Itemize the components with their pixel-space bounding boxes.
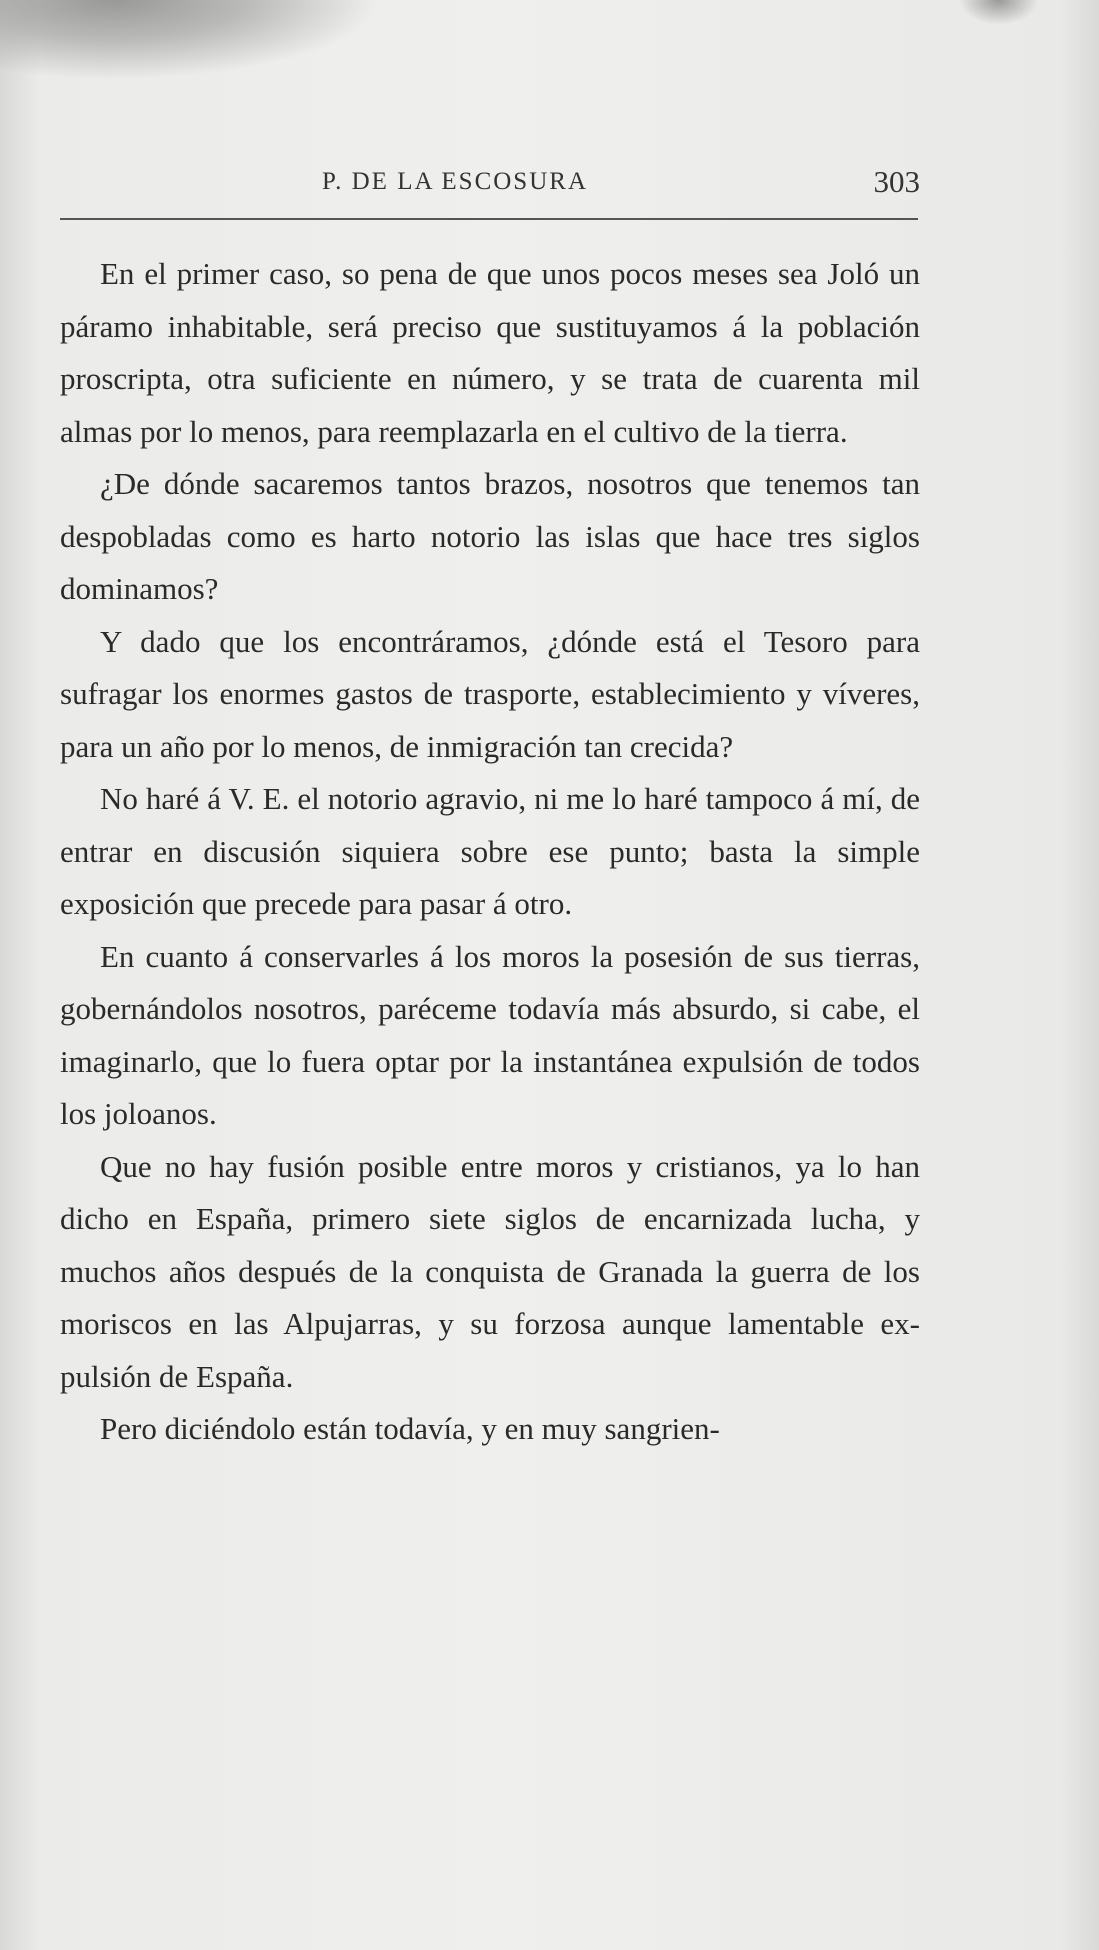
paragraph: Pero diciéndolo están todavía, y en muy sangrien- — [100, 1411, 720, 1446]
paragraph: En cuanto á conservarles á los moros la posesión de sus tierras, gobernándolos nosotros, paréceme todavía más absurdo, si cabe, el imaginarlo, que lo fuera optar por la instantánea expulsión de todos los joloanos. — [60, 938, 920, 1131]
page-number: 303 — [873, 164, 920, 199]
paragraph: En el primer caso, so pena de que unos pocos meses sea Joló un páramo inhabitable, será preciso que sustituyamos á la población proscripta, otra suficiente en número, y se trata de cuarenta mil almas por lo menos, para reemplazarla en el cultivo de la tierra. — [60, 256, 920, 449]
page-stain — [0, 0, 380, 80]
paragraph: No haré á V. E. el notorio agravio, ni me lo haré tampoco á mí, de entrar en discusión siquiera sobre ese punto; basta la simple exposición que precede para pasar á otro. — [60, 781, 920, 921]
paragraph: ¿De dónde sacaremos tantos brazos, nosotros que tenemos tan despobladas como es harto notorio las islas que hace tres siglos dominamos? — [60, 466, 920, 606]
body-text — [60, 248, 920, 1456]
paragraph: Que no hay fusión posible entre moros y cristianos, ya lo han dicho en España, primero siete siglos de encarnizada lucha, y muchos años después de la conquista de Granada la guerra de los moriscos en las Alpujarras, y su forzosa aunque lamentable expulsión de España. — [60, 1148, 920, 1394]
header-rule — [60, 218, 918, 220]
page-stain-right — [959, 0, 1039, 25]
running-head: P. DE LA ESCOSURA — [322, 168, 588, 195]
page-header — [60, 160, 920, 210]
paragraph: Y dado que los encontráramos, ¿dónde está el Tesoro para sufragar los enormes gastos de trasporte, establecimiento y víveres, para un año por lo menos, de inmigración tan crecida? — [60, 623, 920, 764]
